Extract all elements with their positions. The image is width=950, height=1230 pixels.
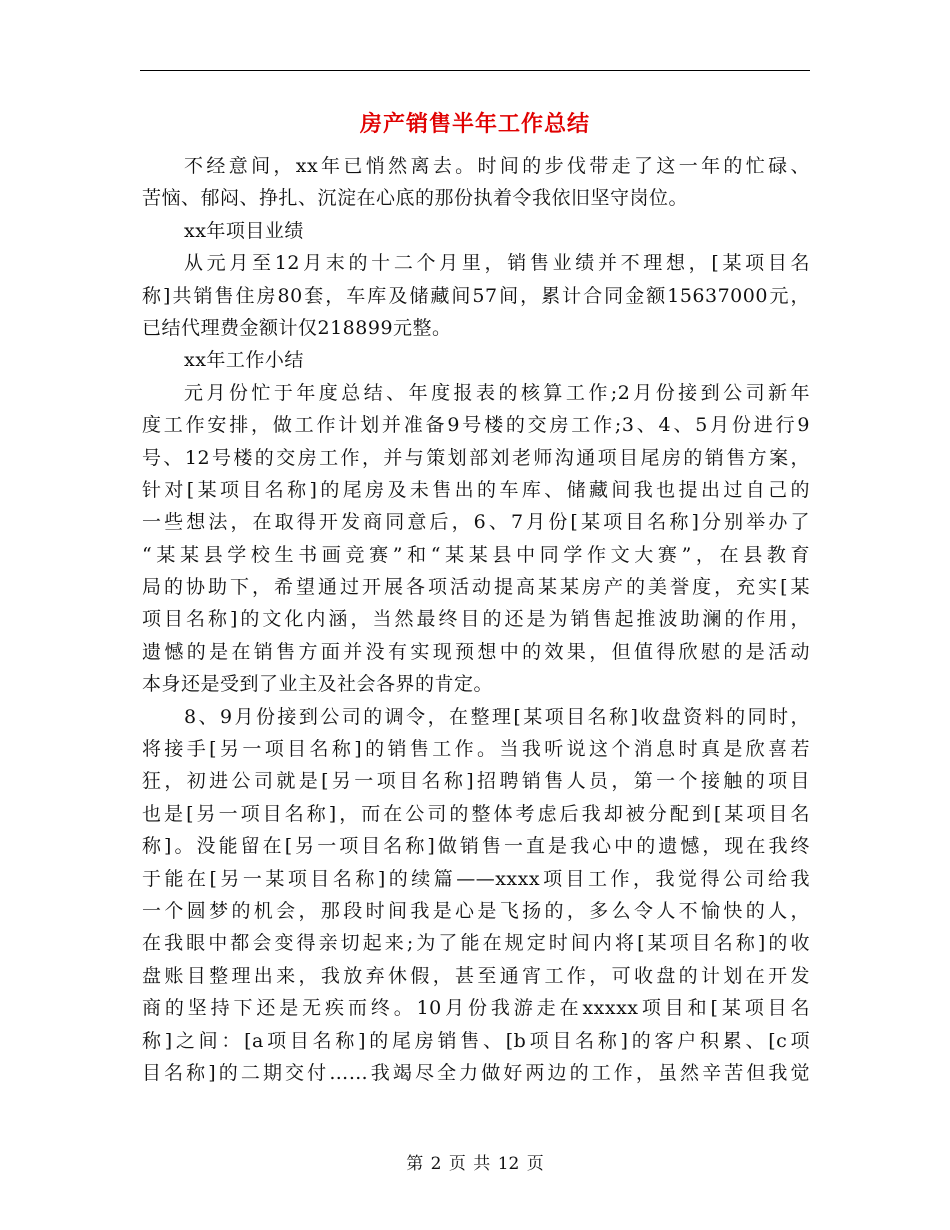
section-heading: xx年项目业绩 — [184, 219, 304, 242]
section-heading: xx年工作小结 — [184, 349, 304, 372]
paragraph-line: 本身还是受到了业主及社会各界的肯定。 — [142, 673, 494, 696]
paragraph-line: 度工作安排，做工作计划并准备9号楼的交房工作;3、4、5月份进行9 — [142, 414, 810, 437]
paragraph-line: 将接手[另一项目名称]的销售工作。当我听说这个消息时真是欣喜若 — [142, 738, 810, 761]
paragraph-line: 于能在[另一某项目名称]的续篇——xxxx项目工作，我觉得公司给我 — [142, 867, 810, 890]
paragraph-line: 8、9月份接到公司的调令，在整理[某项目名称]收盘资料的同时， — [184, 705, 810, 728]
page-indicator: 第 2 页 共 12 页 — [406, 1154, 544, 1174]
paragraph-line: 一个圆梦的机会，那段时间我是心是飞扬的，多么令人不愉快的人， — [142, 899, 810, 922]
paragraph-line: 狂，初进公司就是[另一项目名称]招聘销售人员，第一个接触的项目 — [142, 770, 810, 793]
paragraph-line: “某某县学校生书画竞赛”和“某某县中同学作文大赛”，在县教育 — [142, 543, 810, 566]
paragraph-line: 在我眼中都会变得亲切起来;为了能在规定时间内将[某项目名称]的收 — [142, 932, 810, 955]
header-rule — [140, 70, 810, 71]
paragraph-line: 针对[某项目名称]的尾房及未售出的车库、储藏间我也提出过自己的 — [142, 478, 810, 501]
paragraph-line: 称]。没能留在[另一项目名称]做销售一直是我心中的遗憾，现在我终 — [142, 835, 810, 858]
paragraph-line: 已结代理费金额计仅218899元整。 — [142, 316, 452, 339]
paragraph-line: 不经意间，xx年已悄然离去。时间的步伐带走了这一年的忙碌、 — [184, 155, 810, 177]
paragraph-line: 遗憾的是在销售方面并没有实现预想中的效果，但值得欣慰的是活动 — [142, 640, 810, 663]
paragraph-line: 元月份忙于年度总结、年度报表的核算工作;2月份接到公司新年 — [184, 381, 810, 404]
paragraph-line: 一些想法，在取得开发商同意后，6、7月份[某项目名称]分别举办了 — [142, 511, 810, 534]
paragraph-line: 盘账目整理出来，我放弃休假，甚至通宵工作，可收盘的计划在开发 — [142, 964, 810, 987]
paragraph-line: 称]之间：[a项目名称]的尾房销售、[b项目名称]的客户积累、[c项 — [142, 1029, 810, 1052]
paragraph-line: 目名称]的二期交付……我竭尽全力做好两边的工作，虽然辛苦但我觉 — [142, 1061, 810, 1084]
paragraph-line: 项目名称]的文化内涵，当然最终目的还是为销售起推波助澜的作用， — [142, 608, 810, 631]
paragraph-line: 苦恼、郁闷、挣扎、沉淀在心底的那份执着令我依旧坚守岗位。 — [142, 187, 689, 210]
document-title: 房产销售半年工作总结 — [359, 112, 590, 137]
paragraph-line: 称]共销售住房80套，车库及储藏间57间，累计合同金额15637000元， — [142, 284, 810, 307]
paragraph-line: 局的协助下，希望通过开展各项活动提高某某房产的美誉度，充实[某 — [142, 576, 810, 599]
paragraph-line: 商的坚持下还是无疾而终。10月份我游走在xxxxx项目和[某项目名 — [142, 997, 810, 1020]
paragraph-line: 也是[另一项目名称]，而在公司的整体考虑后我却被分配到[某项目名 — [142, 802, 810, 825]
paragraph-line: 号、12号楼的交房工作，并与策划部刘老师沟通项目尾房的销售方案， — [142, 446, 810, 469]
paragraph-line: 从元月至12月末的十二个月里，销售业绩并不理想，[某项目名 — [184, 252, 810, 275]
document-body — [142, 150, 810, 1089]
